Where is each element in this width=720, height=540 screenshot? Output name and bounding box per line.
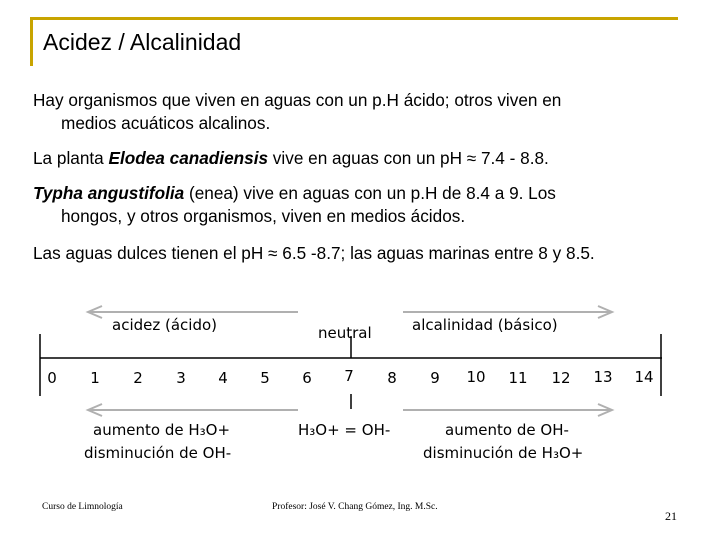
paragraph-elodea bbox=[33, 147, 703, 170]
ph-tick: 9 bbox=[430, 369, 440, 387]
base-decrease-label: disminución de H₃O+ bbox=[423, 444, 584, 462]
paragraph-waters: Las aguas dulces tienen el pH ≈ 6.5 -8.7; las aguas marinas entre 8 y 8.5. bbox=[33, 243, 595, 263]
acid-decrease-label: disminución de OH- bbox=[84, 444, 232, 462]
paragraph-typha-line2: hongos, y otros organismos, viven en medios ácidos. bbox=[61, 206, 466, 226]
ph-tick: 12 bbox=[551, 369, 571, 387]
ph-tick: 5 bbox=[260, 369, 270, 387]
page-number: 21 bbox=[665, 509, 677, 523]
paragraph-elodea-pre: La planta bbox=[33, 148, 109, 168]
slide-title: Acidez / Alcalinidad bbox=[43, 29, 242, 55]
base-increase-label: aumento de OH- bbox=[445, 421, 569, 439]
acid-increase-label: aumento de H₃O+ bbox=[93, 421, 231, 439]
ph-tick: 1 bbox=[90, 369, 100, 387]
acid-label: acidez (ácido) bbox=[112, 316, 218, 334]
ph-scale-diagram bbox=[0, 296, 720, 476]
paragraph-typha-post: (enea) vive en aguas con un p.H de 8.4 a 9. Los bbox=[184, 183, 556, 203]
paragraph-typha bbox=[33, 182, 703, 228]
ph-tick: 13 bbox=[593, 368, 613, 386]
neutral-label: neutral bbox=[318, 324, 372, 342]
ph-tick: 3 bbox=[176, 369, 186, 387]
paragraph-organisms bbox=[33, 89, 703, 135]
paragraph-elodea-post: vive en aguas con un pH ≈ 7.4 - 8.8. bbox=[268, 148, 549, 168]
paragraph-organisms-line2: medios acuáticos alcalinos. bbox=[61, 113, 271, 133]
ph-tick: 2 bbox=[133, 369, 143, 387]
ph-tick: 8 bbox=[387, 369, 397, 387]
ph-tick: 10 bbox=[466, 368, 486, 386]
equality-label: H₃O+ = OH- bbox=[298, 421, 391, 439]
species-typha: Typha angustifolia bbox=[33, 183, 185, 203]
ph-tick: 14 bbox=[634, 368, 654, 386]
alkaline-label: alcalinidad (básico) bbox=[412, 316, 558, 334]
ph-tick: 6 bbox=[302, 369, 312, 387]
paragraph-organisms-line1: Hay organismos que viven en aguas con un p.H ácido; otros viven en bbox=[33, 90, 562, 110]
ph-tick: 7 bbox=[344, 367, 354, 385]
footer-course: Curso de Limnología bbox=[42, 502, 123, 512]
title-frame-top bbox=[30, 17, 678, 20]
footer-professor: Profesor: José V. Chang Gómez, Ing. M.Sc. bbox=[272, 502, 438, 512]
title-frame-left bbox=[30, 17, 33, 66]
ph-tick: 4 bbox=[218, 369, 228, 387]
ph-tick: 11 bbox=[508, 369, 528, 387]
ph-tick: 0 bbox=[47, 369, 57, 387]
species-elodea: Elodea canadiensis bbox=[108, 148, 269, 168]
